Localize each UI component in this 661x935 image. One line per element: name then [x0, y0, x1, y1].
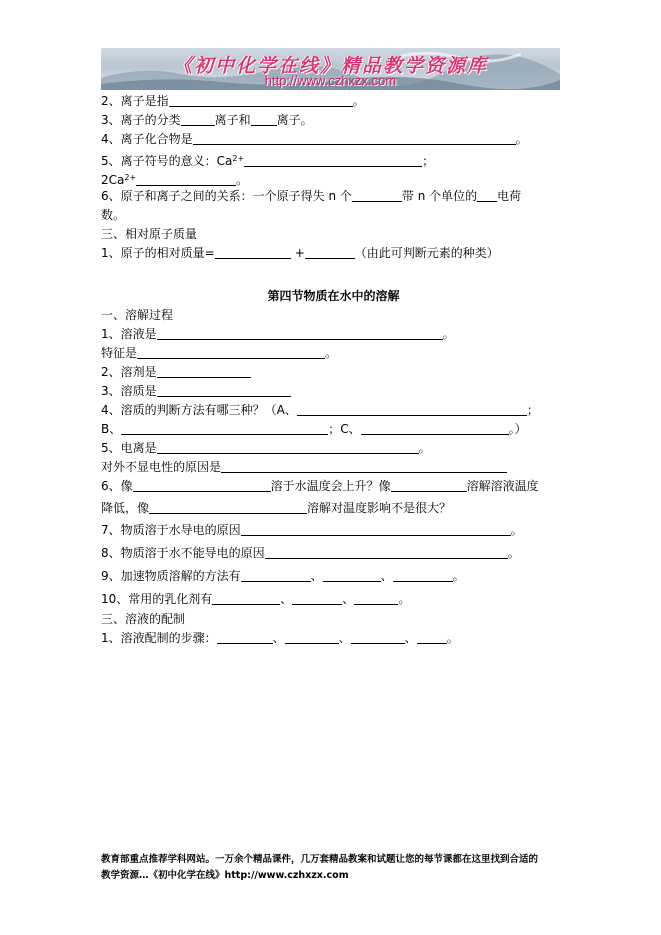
question-text: 、: [280, 592, 293, 606]
footer-line: 教育部重点推荐学科网站。一万余个精品课件，几万套精品教案和试题让您的每节课都在这里找到合适的: [101, 854, 539, 865]
answer-blank[interactable]: [244, 153, 422, 167]
question-line: [101, 244, 566, 263]
worksheet-content: [101, 92, 566, 648]
answer-blank[interactable]: [305, 245, 355, 259]
question-text: 2Ca: [101, 173, 125, 187]
question-line: [101, 458, 566, 477]
question-text: 。: [507, 546, 520, 560]
question-text: 2、溶剂是: [101, 365, 157, 379]
question-text: 4、溶质的判断方法有哪三种？（A、: [101, 403, 297, 417]
question-line: [101, 325, 566, 344]
question-text: 1、溶液配制的步骤：: [101, 631, 217, 645]
answer-blank[interactable]: [417, 630, 447, 644]
chapter-title: [101, 287, 566, 306]
superscript: 2+: [232, 154, 245, 163]
question-line: [101, 590, 566, 610]
answer-blank[interactable]: [217, 630, 273, 644]
question-line: [101, 187, 566, 206]
question-line: [101, 382, 566, 401]
question-text: 2、离子是指: [101, 94, 169, 108]
answer-blank[interactable]: [221, 459, 507, 473]
question-line: [101, 499, 566, 521]
answer-blank[interactable]: [391, 478, 467, 492]
answer-blank[interactable]: [149, 500, 307, 514]
answer-blank[interactable]: [215, 245, 291, 259]
question-line: [101, 567, 566, 590]
question-line: [101, 168, 566, 187]
answer-blank[interactable]: [193, 131, 516, 145]
question-text: （由此可判断元素的种类）: [354, 246, 499, 260]
question-text: 。: [452, 569, 465, 583]
question-text: 、: [380, 569, 393, 583]
answer-blank[interactable]: [297, 402, 527, 416]
section-title: 一、溶解过程: [101, 308, 174, 322]
answer-blank[interactable]: [285, 630, 339, 644]
question-line: [101, 344, 566, 363]
page-footer: [101, 852, 571, 884]
question-text: 。: [398, 592, 411, 606]
answer-blank[interactable]: [361, 421, 509, 435]
question-text: 。: [325, 346, 338, 360]
question-line: [101, 111, 566, 130]
question-text: 10、常用的乳化剂有: [101, 592, 213, 606]
question-text: 溶于水温度会上升？像: [270, 479, 391, 493]
answer-blank[interactable]: [133, 478, 271, 492]
question-text: 3、溶质是: [101, 384, 157, 398]
question-text: 7、物质溶于水导电的原因: [101, 523, 241, 537]
answer-blank[interactable]: [169, 93, 353, 107]
question-text: 。: [352, 94, 365, 108]
question-text: 、: [404, 631, 417, 645]
answer-blank[interactable]: [251, 112, 277, 126]
answer-blank[interactable]: [121, 421, 328, 435]
question-line: [101, 363, 566, 382]
question-text: 。）: [508, 422, 527, 436]
question-text: 。: [418, 441, 431, 455]
question-text: 1、原子的相对质量=: [101, 246, 215, 260]
question-text: 。: [515, 132, 528, 146]
superscript: 2+: [124, 173, 137, 182]
answer-blank[interactable]: [136, 172, 236, 186]
answer-blank[interactable]: [292, 591, 342, 605]
question-text: 、: [272, 631, 285, 645]
question-text: 电荷: [497, 189, 522, 203]
question-text: 5、电离是: [101, 441, 157, 455]
answer-blank[interactable]: [323, 568, 381, 582]
chapter-title-text: 第四节物质在水中的溶解: [267, 289, 400, 303]
question-line: [101, 439, 566, 458]
question-text: 、: [310, 569, 323, 583]
question-text: 离子和: [214, 113, 251, 127]
answer-blank[interactable]: [241, 568, 311, 582]
answer-blank[interactable]: [477, 188, 497, 202]
question-line: [101, 477, 566, 499]
answer-blank[interactable]: [354, 591, 398, 605]
answer-blank[interactable]: [181, 112, 215, 126]
section-heading: [101, 610, 566, 629]
answer-blank[interactable]: [212, 591, 280, 605]
question-line: [101, 206, 566, 225]
banner-url[interactable]: http://www.czhxzx.com: [264, 73, 397, 88]
question-line: [101, 420, 566, 439]
question-text: 3、离子的分类: [101, 113, 181, 127]
question-line: [101, 130, 566, 149]
question-line: [101, 544, 566, 567]
answer-blank[interactable]: [157, 364, 251, 378]
question-text: 数。: [101, 208, 126, 222]
answer-blank[interactable]: [265, 545, 508, 559]
section-title: 三、溶液的配制: [101, 612, 186, 626]
banner-title: 《初中化学在线》精品教学资源库: [172, 55, 488, 77]
section-heading: [101, 306, 566, 325]
question-text: 1、溶液是: [101, 327, 157, 341]
question-text: 6、原子和离子之间的关系：一个原子得失 n 个: [101, 189, 352, 203]
footer-line[interactable]: 教学资源…《初中化学在线》http://www.czhxzx.com: [101, 870, 349, 881]
question-text: 。: [446, 631, 459, 645]
answer-blank[interactable]: [157, 440, 419, 454]
answer-blank[interactable]: [157, 326, 443, 340]
question-line: [101, 149, 566, 168]
question-text: 9、加速物质溶解的方法有: [101, 569, 241, 583]
question-text: +: [294, 246, 305, 260]
question-text: ；: [422, 154, 435, 168]
question-text: 8、物质溶于水不能导电的原因: [101, 546, 265, 560]
section-heading: [101, 225, 566, 244]
question-text: 5、离子符号的意义：Ca: [101, 154, 233, 168]
answer-blank[interactable]: [351, 630, 405, 644]
question-text: 、: [342, 592, 355, 606]
question-text: 6、像: [101, 479, 133, 493]
question-text: 4、离子化合物是: [101, 132, 193, 146]
question-text: 。: [236, 173, 249, 187]
answer-blank[interactable]: [157, 383, 291, 397]
question-text: 溶解溶液温度: [466, 479, 539, 493]
question-line: [101, 92, 566, 111]
question-text: 。: [442, 327, 455, 341]
answer-blank[interactable]: [352, 188, 402, 202]
question-text: ；: [526, 403, 539, 417]
section-title: 三、相对原子质量: [101, 227, 198, 241]
question-line: [101, 521, 566, 544]
answer-blank[interactable]: [241, 522, 511, 536]
question-text: 特征是: [101, 346, 138, 360]
question-text: 带 n 个单位的: [401, 189, 478, 203]
answer-blank[interactable]: [137, 345, 325, 359]
question-text: 离子。: [276, 113, 313, 127]
question-text: B、: [101, 422, 122, 436]
question-text: 降低，像: [101, 501, 150, 515]
question-text: 溶解对温度影响不是很大？: [307, 501, 452, 515]
question-text: 。: [510, 523, 523, 537]
question-text: ；C、: [328, 422, 361, 436]
header-banner: [101, 48, 560, 90]
question-text: 、: [338, 631, 351, 645]
question-line: [101, 629, 566, 648]
question-text: 对外不显电性的原因是: [101, 460, 222, 474]
answer-blank[interactable]: [393, 568, 453, 582]
question-line: [101, 401, 566, 420]
